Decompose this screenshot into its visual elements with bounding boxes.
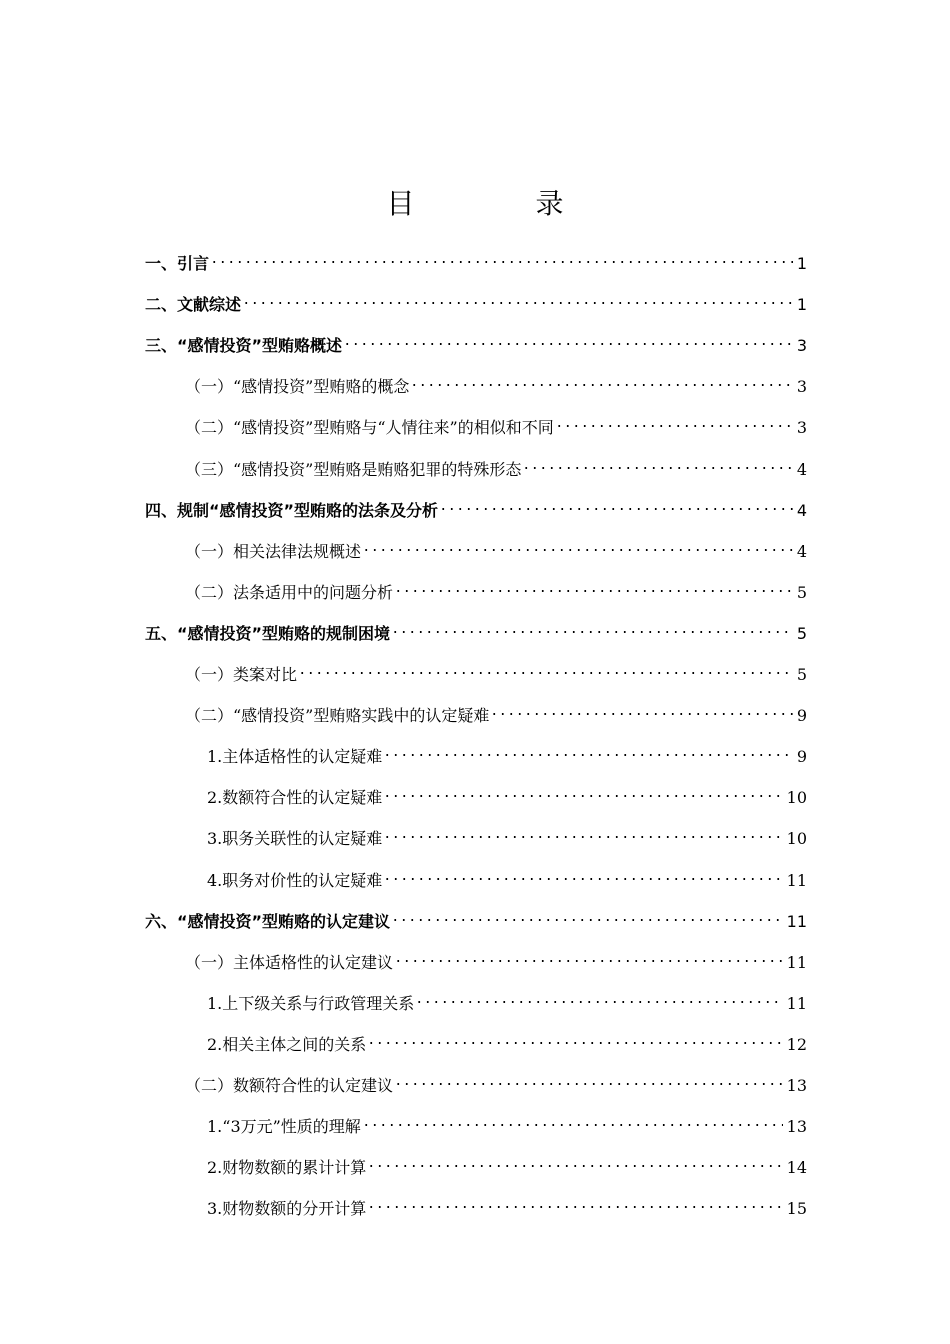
toc-entry-text: （二）法条适用中的问题分析 — [185, 582, 394, 602]
toc-page-number: 5 — [796, 623, 807, 643]
toc-entry[interactable] — [145, 292, 807, 318]
toc-page-number: 9 — [796, 706, 807, 726]
dot-leader — [367, 1204, 782, 1210]
toc-page-number: 4 — [796, 541, 807, 561]
toc-entry-text: 二、文献综述 — [145, 295, 242, 315]
toc-page-number: 10 — [786, 829, 807, 849]
toc-entry-text: 六、“感情投资”型贿赂的认定建议 — [145, 911, 391, 931]
toc-page-number: 14 — [786, 1158, 807, 1178]
toc-title: 目 录 — [386, 187, 620, 220]
dot-leader — [394, 588, 793, 594]
toc-page-number: 4 — [796, 459, 807, 479]
dot-leader — [298, 670, 793, 676]
toc-entry-text: 1.“3万元”性质的理解 — [207, 1117, 361, 1137]
dot-leader — [490, 711, 792, 717]
toc-page-number: 3 — [796, 377, 807, 397]
toc-page-number: 11 — [786, 952, 807, 972]
toc-page-number: 4 — [796, 500, 807, 520]
toc-entry[interactable] — [185, 457, 807, 483]
toc-entry[interactable] — [185, 580, 807, 606]
toc-entry[interactable] — [207, 826, 807, 852]
toc-page-number: 15 — [786, 1199, 807, 1219]
toc-entry[interactable] — [207, 1196, 807, 1222]
dot-leader — [383, 752, 793, 758]
dot-leader — [522, 465, 792, 471]
toc-entry-text: 1.上下级关系与行政管理关系 — [207, 993, 415, 1013]
dot-leader — [439, 506, 793, 512]
toc-entry-text: 2.相关主体之间的关系 — [207, 1034, 367, 1054]
toc-entry[interactable] — [145, 251, 807, 277]
toc-entry[interactable] — [145, 621, 807, 647]
dot-leader — [391, 629, 793, 635]
toc-entry-text: （二）数额符合性的认定建议 — [185, 1076, 394, 1095]
toc-entry[interactable] — [185, 662, 807, 688]
toc-entry[interactable] — [145, 333, 807, 359]
toc-entry[interactable] — [207, 1114, 807, 1140]
dot-leader — [210, 259, 793, 265]
toc-entry[interactable] — [185, 950, 807, 976]
dot-leader — [367, 1040, 782, 1046]
toc-entry-text: 2.数额符合性的认定疑难 — [207, 788, 383, 808]
dot-leader — [362, 1122, 783, 1128]
dot-leader — [410, 382, 792, 388]
dot-leader — [391, 917, 783, 923]
toc-entry[interactable] — [207, 991, 807, 1017]
dot-leader — [383, 876, 782, 882]
toc-entry-text: （三）“感情投资”型贿赂是贿赂犯罪的特殊形态 — [185, 459, 522, 479]
toc-page-number: 12 — [786, 1034, 807, 1054]
toc-entry-text: 三、“感情投资”型贿赂概述 — [145, 336, 343, 356]
toc-entry[interactable] — [207, 785, 807, 811]
toc-entry[interactable] — [185, 374, 807, 400]
dot-leader — [242, 300, 793, 306]
toc-entry[interactable] — [185, 415, 807, 441]
toc-entry-text: 3.财物数额的分开计算 — [207, 1199, 367, 1219]
dot-leader — [343, 341, 793, 347]
toc-page-number: 9 — [796, 747, 807, 767]
toc-entry[interactable] — [145, 909, 807, 935]
toc-page-number: 13 — [786, 1076, 807, 1095]
toc-page-number: 5 — [796, 665, 807, 684]
toc-entry-text: （一）相关法律法规概述 — [185, 541, 362, 561]
toc-page-number: 1 — [796, 254, 807, 273]
toc-page-number: 1 — [796, 295, 807, 315]
dot-leader — [394, 1081, 783, 1087]
toc-entry[interactable] — [185, 703, 807, 729]
toc-entry-text: 一、引言 — [145, 254, 210, 273]
toc-entry-text: （二）“感情投资”型贿赂与“人情往来”的相似和不同 — [185, 418, 554, 438]
toc-entry-text: 2.财物数额的累计计算 — [207, 1158, 367, 1178]
toc-entry[interactable] — [207, 868, 807, 894]
toc-page-number: 13 — [786, 1117, 807, 1137]
toc-entry-text: （一）类案对比 — [185, 665, 298, 684]
toc-entry[interactable] — [207, 1155, 807, 1181]
toc-page-number: 5 — [796, 582, 807, 602]
toc-entry-text: 1.主体适格性的认定疑难 — [207, 747, 383, 767]
toc-entry[interactable] — [207, 1032, 807, 1058]
toc-entry[interactable] — [185, 539, 807, 565]
toc-entry-text: （一）“感情投资”型贿赂的概念 — [185, 377, 410, 397]
dot-leader — [394, 958, 783, 964]
toc-entry-text: 3.职务关联性的认定疑难 — [207, 829, 383, 849]
toc-page-number: 11 — [786, 911, 807, 931]
toc-entry[interactable] — [185, 1073, 807, 1099]
toc-entry-text: （一）主体适格性的认定建议 — [185, 952, 394, 972]
toc-entry-text: 五、“感情投资”型贿赂的规制困境 — [145, 623, 391, 643]
toc-entry-text: 四、规制“感情投资”型贿赂的法条及分析 — [145, 500, 439, 520]
toc-page-number: 11 — [786, 870, 807, 890]
toc-entry[interactable] — [145, 498, 807, 524]
toc-page-number: 3 — [796, 336, 807, 356]
toc-page-number: 10 — [786, 788, 807, 808]
toc-page-number: 11 — [786, 993, 807, 1013]
dot-leader — [383, 793, 782, 799]
toc-entry[interactable] — [207, 744, 807, 770]
dot-leader — [367, 1163, 782, 1169]
dot-leader — [383, 834, 782, 840]
dot-leader — [555, 423, 793, 429]
toc-entry-text: 4.职务对价性的认定疑难 — [207, 870, 383, 890]
dot-leader — [415, 999, 782, 1005]
toc-entry-text: （二）“感情投资”型贿赂实践中的认定疑难 — [185, 706, 490, 726]
dot-leader — [362, 547, 793, 553]
toc-page-number: 3 — [796, 418, 807, 438]
